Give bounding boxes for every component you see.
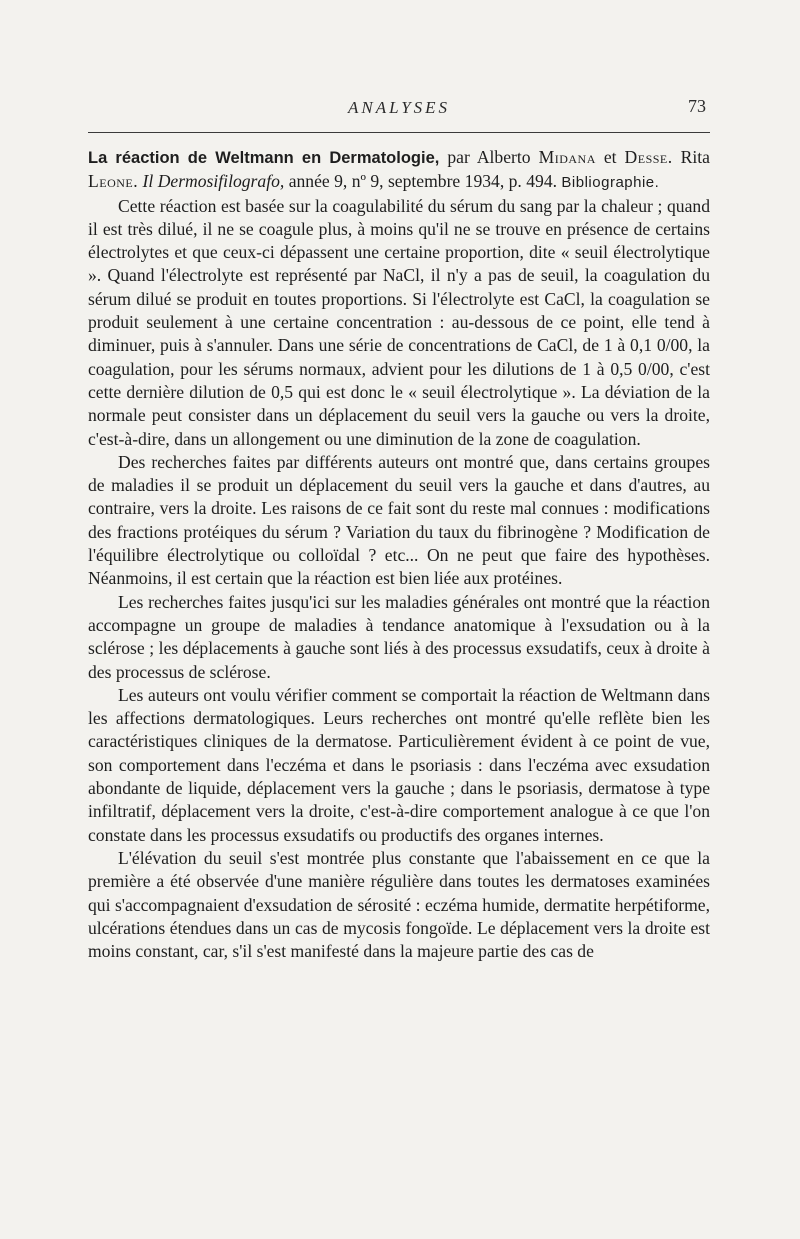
running-title: ANALYSES (347, 98, 451, 117)
author-name: Leone. (88, 171, 139, 192)
body-paragraph: L'élévation du seuil s'est montrée plus constante que l'abaissement en ce que la première a été observée d'une manière régulière dans toutes les dermatoses examinées qui s'accompagnaient d'exsudation de sérosité : eczéma humide, dermatite herpétiforme, ulcérations étendues dans un cas de mycosis fongoïde. Le déplacement vers la droite est moins constant, car, s'il s'est manifesté dans la majeure partie des cas de (88, 847, 710, 962)
body-paragraph: Cette réaction est basée sur la coagulabilité du sérum du sang par la chaleur ; quand il est très dilué, il ne se coagule plus, à moins qu'il ne se trouve en présence de certains électrolytes et que ceux-ci dépassent une certaine proportion, dite « seuil électrolytique ». Quand l'électrolyte est représenté par NaCl, il n'y a pas de seuil, la coagulation du sérum dilué se produit en toutes proportions. Si l'électrolyte est CaCl, la coagulation se produit seulement à une certaine concentration : au-dessous de ce point, elle tend à diminuer, puis à s'annuler. Dans une série de concentrations de CaCl, de 1 à 0,1 0/00, la coagulation, pour les sérums normaux, advient pour les dilutions de 1 à 0,5 0/00, c'est cette dernière dilution de 0,5 qui est donc le « seuil électrolytique ». La déviation de la normale peut consister dans un déplacement du seuil vers la gauche ou vers la droite, c'est-à-dire, dans un allongement ou une diminution de la zone de coagulation. (88, 195, 710, 449)
citation-and: et (603, 147, 617, 167)
author-name: Midana (538, 147, 596, 167)
article (88, 146, 710, 963)
body-paragraph: Des recherches faites par différents auteurs ont montré que, dans certains groupes de maladies il se produit un déplacement du seuil vers la gauche et dans d'autres, au contraire, vers la droite. Les raisons de ce fait sont du reste mal connues : modifications des fractions protéiques du sérum ? Variation du taux du fibrinogène ? Modification de l'équilibre électrolytique ou colloïdal ? etc... On ne peut que faire des hypothèses. Néanmoins, il est certain que la réaction est bien liée aux protéines. (88, 451, 710, 589)
citation-by: par Alberto (447, 147, 531, 167)
bibliography-note: Bibliographie. (561, 174, 660, 192)
header-rule (88, 132, 710, 133)
body-paragraph: Les recherches faites jusqu'ici sur les maladies générales ont montré que la réaction accompagne un groupe de maladies à tendance anatomique à l'exsudation ou à la sclérose ; les déplacements à gauche sont liés à des processus exsudatifs, ceux à droite à des processus de sclérose. (88, 591, 710, 682)
author-firstname: Rita (680, 147, 710, 167)
citation-details: année 9, nº 9, septembre 1934, p. 494. (288, 171, 558, 192)
article-citation (88, 146, 710, 195)
author-name: Desse. (624, 147, 673, 167)
body-paragraph: Les auteurs ont voulu vérifier comment se comportait la réaction de Weltmann dans les affections dermatologiques. Leurs recherches ont montré qu'elle reflète bien les caractéristiques cliniques de la dermatose. Particulièrement évident à ce point de vue, son comportement dans l'eczéma et dans le psoriasis : dans l'eczéma avec exsudation abondante de liquide, déplacement vers la gauche ; dans le psoriasis, dermatose à type infiltratif, déplacement vers la droite, c'est-à-dire comportement analogue à ce que l'on constate dans les processus exsudatifs ou productifs des organes internes. (88, 684, 710, 845)
page-header (88, 92, 710, 126)
journal-name: Il Dermosifilografo, (142, 171, 285, 192)
article-title: La réaction de Weltmann en Dermatologie, (88, 149, 440, 167)
page-number: 73 (688, 96, 706, 116)
